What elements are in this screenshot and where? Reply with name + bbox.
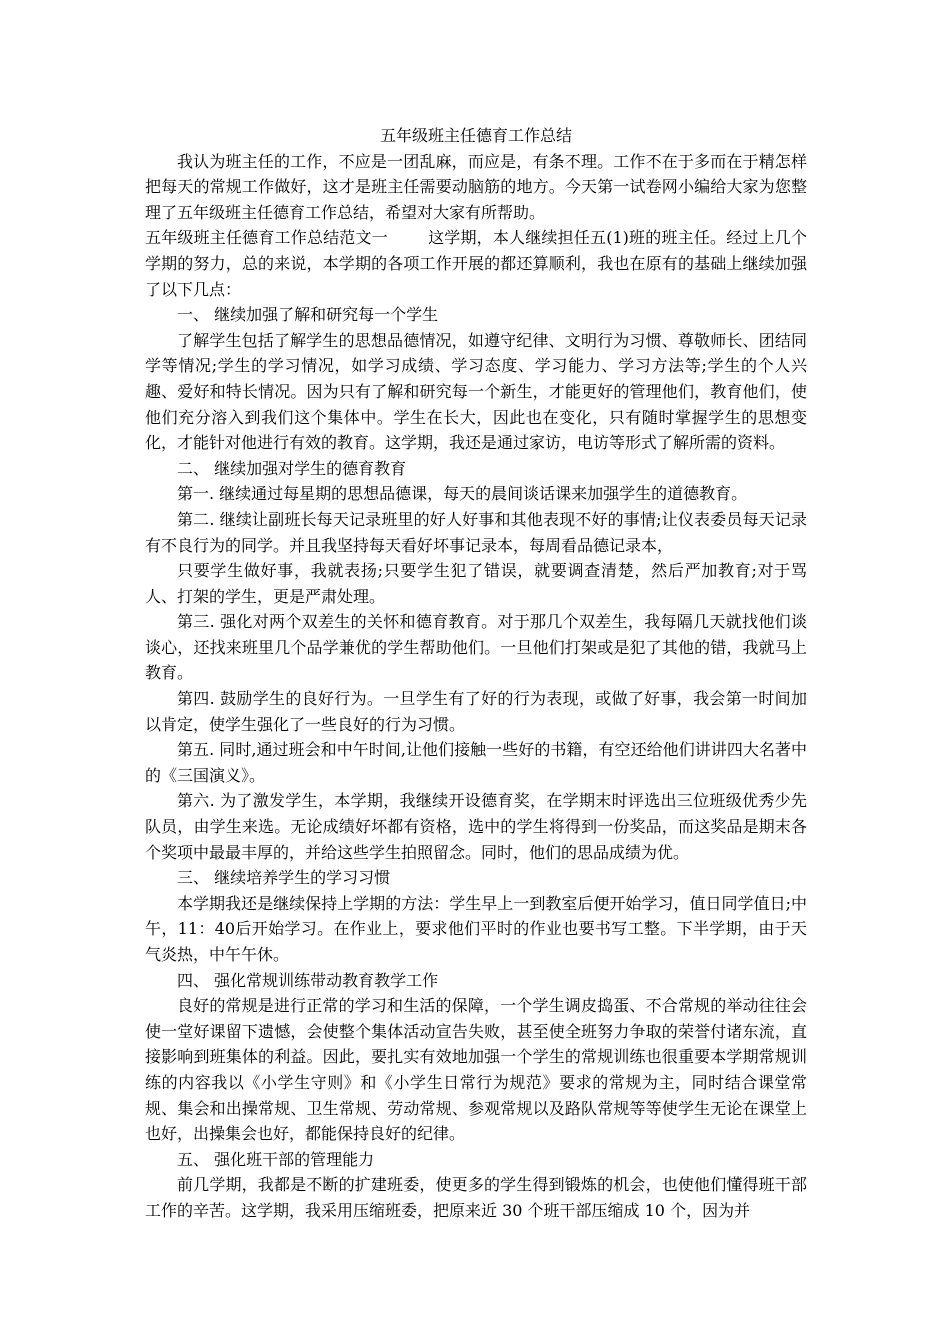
sample-label: 五年级班主任德育工作总结范文一: [145, 228, 388, 248]
section-heading-5: 五、 强化班干部的管理能力: [177, 1149, 375, 1169]
sample-intro: 这学期，本人继续担任五(1)班的班主任。经过上几个学期的努力，总的来说，本学期的各项工作开展的都还算顺利，我也在原有的基础上继续加强了以下几点：: [145, 228, 807, 299]
section-heading-3: 三、 继续培养学生的学习习惯: [177, 868, 391, 888]
section-body-1: 了解学生包括了解学生的思想品德情况，如遵守纪律、文明行为习惯、尊敬师长、团结同学等情况;学生的学习情况，如学习成绩、学习态度、学习能力、学习方法等;学生的个人兴趣、爱好和特长情况。因为只有了解和研究每一个新生，才能更好的管理他们，教育他们，使他们充分溶入到我们这个集体中。学生在长大，因此也在变化，只有随时掌握学生的思想变化，才能针对他进行有效的教育。这学期，我还是通过家访，电访等形式了解所需的资料。: [145, 330, 807, 453]
section-heading-2: 二、 继续加强对学生的德育教育: [177, 458, 407, 478]
section-body-3: 本学期我还是继续保持上学期的方法：学生早上一到教室后便开始学习，值日同学值日;中午，11：40后开始学习。在作业上，要求他们平时的作业也要书写工整。下半学期，由于天气炎热，中午午休。: [145, 893, 807, 964]
section-heading-1: 一、 继续加强了解和研究每一个学生: [177, 305, 439, 325]
section-2-item-4: 第四. 鼓励学生的良好行为。一旦学生有了好的行为表现，或做了好事，我会第一时间加以肯定，使学生强化了一些良好的行为习惯。: [145, 689, 807, 734]
intro-paragraph: 我认为班主任的工作，不应是一团乱麻，而应是，有条不理。工作不在于多而在于精怎样把每天的常规工作做好，这才是班主任需要动脑筋的地方。今天第一试卷网小编给大家为您整理了五年级班主任德育工作总结，希望对大家有所帮助。: [145, 151, 807, 222]
section-body-4: 良好的常规是进行正常的学习和生活的保障，一个学生调皮捣蛋、不合常规的举动往往会使一堂好课留下遗憾，会使整个集体活动宣告失败，甚至使全班努力争取的荣誉付诸东流，直接影响到班集体的利益。因此，要扎实有效地加强一个学生的常规训练也很重要本学期常规训练的内容我以《小学生守则》和《小学生日常行为规范》要求的常规为主，同时结合课堂常规、集会和出操常规、卫生常规、劳动常规、参观常规以及路队常规等等使学生无论在课堂上也好，出操集会也好，都能保持良好的纪律。: [145, 996, 807, 1144]
document-title: 五年级班主任德育工作总结: [379, 126, 572, 145]
section-heading-4: 四、 强化常规训练带动教育教学工作: [177, 970, 439, 990]
section-2-item-5: 第五. 同时,通过班会和中午时间,让他们接触一些好的书籍，有空还给他们讲讲四大名著中的《三国演义》。: [145, 740, 807, 785]
section-2-item-2-continued: 只要学生做好事，我就表扬;只要学生犯了错误，就要调查清楚，然后严加教育;对于骂人、打架的学生，更是严肃处理。: [145, 561, 807, 606]
sample-paragraph: [145, 225, 807, 302]
section-2-item-1: 第一. 继续通过每星期的思想品德课，每天的晨间谈话课来加强学生的道德教育。: [177, 484, 748, 504]
section-body-5: 前几学期，我都是不断的扩建班委，使更多的学生得到锻炼的机会，也使他们懂得班干部工作的辛苦。这学期，我采用压缩班委，把原来近 30 个班干部压缩成 10 个，因为并: [145, 1175, 807, 1220]
section-2-item-2: 第二. 继续让副班长每天记录班里的好人好事和其他表现不好的事情;让仪表委员每天记录有不良行为的同学。并且我坚持每天看好坏事记录本，每周看品德记录本，: [145, 509, 807, 555]
document-body: [145, 123, 807, 1224]
section-2-item-3: 第三. 强化对两个双差生的关怀和德育教育。对于那几个双差生，我每隔几天就找他们谈谈心，还找来班里几个品学兼优的学生帮助他们。一旦他们打架或是犯了其他的错，我就马上教育。: [145, 612, 807, 683]
section-2-item-6: 第六. 为了激发学生，本学期，我继续开设德育奖，在学期末时评选出三位班级优秀少先队员，由学生来选。无论成绩好坏都有资格，选中的学生将得到一份奖品，而这奖品是期末各个奖项中最最丰厚的，并给这些学生拍照留念。同时，他们的思品成绩为优。: [145, 791, 807, 862]
